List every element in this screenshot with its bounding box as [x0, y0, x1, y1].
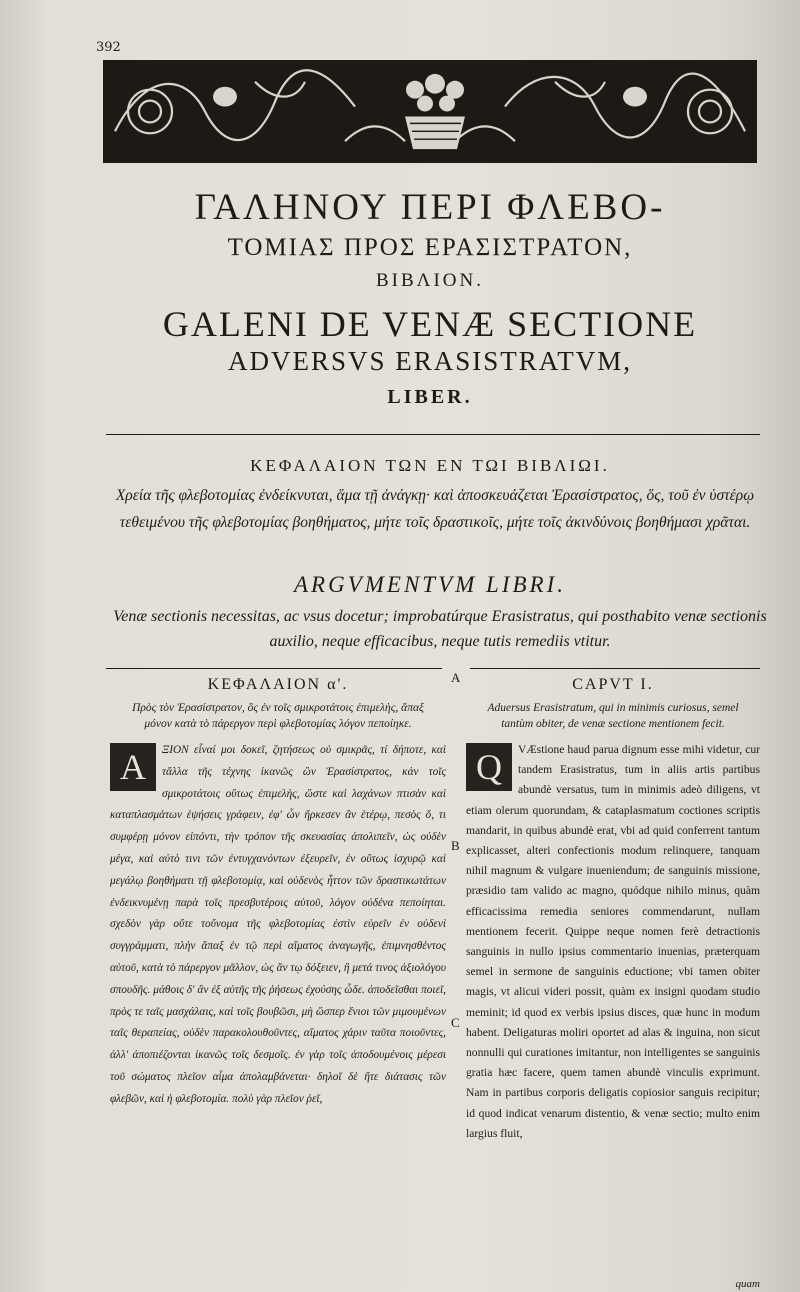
latin-body-text [466, 740, 760, 1144]
greek-body-paragraph: ΞΙΟΝ εἶναί μοι δοκεῖ, ζητήσεως οὐ σμικρᾶς, τί δήποτε, καὶ τἄλλα τῆς τέχνης ἱκανῶς ὢν Ἐρασίστρατος, κἀν τοῖς σμικροτάτοις οὕτως ἐπιμελὴς, ὥστε καὶ λαχάνων πτισὰν καὶ καταπλασμάτων ἑψήσεις γράφειν, ἐφ' ὧν ἤρκεσεν ἂν ἑτέρῳ, πεσὸς ὅ, τι συμφέρῃ μόνον εἰπόντι, τὴν τρόπον τῆς σκευασίας ἀπολιπεῖν, ὡς οὐδὲν μέγα, καὶ αὐτὸ τινι τῶν ἐντυγχανόντων ἐξευρεῖν, ἐν οὕτως ἰσχυρῷ καὶ μεγάλῳ βοηθήματι τῇ φλεβοτομίᾳ, καὶ οὐδενὸς ἧττον τῶν δραστικωτάτων ἐνδεικνυμένῃ παρὰ τοῖς πρεσβυτέροις αὐτοῦ, λόγον οὐδένα πεποίηται. σχεδὸν γὰρ οὔτε τοὔνομα τῆς φλεβοτομίας ἐστὶν εὑρεῖν ἐν οὐδενὶ συγγράμματι, πλὴν ἅπαξ ἐν τῷ περὶ αἵματος ἀναγωγῆς, ἐπιμνησθέντος αὐτοῦ, κατὰ τὸ πάρεργον μᾶλλον, ὡς ἄν τῳ δόξειεν, ἢ μετά τινος ἀξιολόγου σπουδῆς. μάθοις δ' ἂν ἐξ αὐτῆς τῆς ῥήσεως ἐχούσης ὧδε. ἀποδεῖσθαι ποιεῖ, πρὸς τε ταῖς μασχάλαις, καὶ τοῖς βουβῶσι, μὴ ὥσπερ ἔνιοι τῶν μιμουμένων ταῖς θεραπείας, οὐδὲν παρακολουθοῦντες, αἵματος χάριν ταῦτα ποιοῦντες, ἀλλ' ἀποπιέζονται ἱκανῶς τοῖς δεσμοῖς. ἐν γὰρ τοῖς ἀποδουμένοις μέρεσι τοῦ σώματος πλεῖον αἷμα ἀπολαμβάνεται· δηλοῖ δὲ ἥτε διάτασις τῶν φλεβῶν, καὶ ἡ φλεβοτομία. πολὺ γὰρ πλεῖον ῥεῖ, [110, 744, 446, 1105]
latin-title-line-3: LIBER. [387, 386, 473, 408]
latin-body-paragraph: VÆstione haud parua dignum esse mihi videtur, cur tandem Erasistratus, tum in aliis artis partibus abundè versatus, tum in minimis adeò diligens, vt etiam olerum quorundam, & cataplasmatum coctiones scriptis mandarit, in quibus abundè erat, vbi ad quid conferrent tantum explicasset, alteri confectionis modum relinquere, tanquam nihil magnum & vulgare inueniendum; de sanguinis missione, præsidio tam valido ac magno, quódque nihilo minus, quàm efficacissima remedia seniores commendarunt, nullam mentionem fecerit. Quippe neque nomen ferè detractionis sanguinis in nullo ipsius commentario inuenias, præterquam semel in sermone de sanguinis eductione; vbi tamen obiter magis, vt alicui videri possit, quàm ex insigni quodam studio meminit; id quod ex verbis ipsius disces, quæ hunc in modum habent. Deligaturas moliri oportet ad alas & inguina, non sicut nonnulli qui curationes imitantur, non intelligentes se sanguinis gratia hæc facere, quem tamen abundè vinculis exprimunt. Nam in partibus corporis deligatis copiosior sanguis recipitur; id quod indicat venarum distentio, & venæ sectio; multo enim largius fluit, [466, 743, 760, 1140]
latin-chapter-heading: CAPVT I. [572, 676, 654, 693]
margin-letter-c: C [451, 1015, 460, 1030]
greek-summary-heading: ΚΕΦΑΛΑΙΟΝ ΤΩΝ ΕΝ ΤΩΙ ΒΙΒΛΙΩΙ. [250, 456, 610, 475]
latin-title-line-2: ADVERSVS ERASISTRATVM, [227, 346, 633, 376]
greek-title-line-2: ΤΟΜΙΑΣ ΠΡΟΣ ΕΡΑΣΙΣΤΡΑΤΟΝ, [227, 234, 633, 261]
right-column-rule [470, 668, 760, 669]
greek-summary-text: Χρεία τῆς φλεβοτομίας ἐνδείκνυται, ἅμα τῇ ἀνάγκῃ· καὶ ἀποσκευάζεται Ἐρασίστρατος, ὅς, τοῦ ἐν ὑστέρῳ τεθειμένου τῆς φλεβοτομίας βοηθήματος, μήτε τοῖς δραστικοῖς, μήτε τοῖς ἀκινδύνοις βοηθήμασι χρᾶται. [115, 487, 755, 531]
latin-argument-text: Venæ sectionis necessitas, ac vsus docetur; improbatúrque Erasistratus, qui posthabito venæ sectionis auxilio, neque efficacibus, neque tutis remediis vtitur. [113, 608, 767, 650]
latin-dropcap: Q [466, 743, 512, 791]
margin-letter-b: B [451, 838, 460, 853]
left-column-rule [106, 668, 442, 669]
latin-column [466, 676, 760, 1144]
latin-chapter-summary: Aduersus Erasistratum, qui in minimis curiosus, semel tantùm obiter, de venæ sectione mentionem fecit. [487, 702, 739, 730]
page-number: 392 [96, 40, 121, 55]
greek-body-text [110, 740, 446, 1111]
woodcut-header-ornament [103, 60, 757, 163]
catchword: quam [735, 1278, 760, 1290]
greek-chapter-heading: ΚΕΦΑΛΑΙΟΝ α'. [207, 676, 349, 693]
greek-dropcap: A [110, 743, 156, 791]
greek-column [110, 676, 446, 1111]
ornament-drawing [105, 62, 755, 161]
latin-argument-heading: ARGVMENTVM LIBRI. [293, 572, 566, 597]
margin-letter-a: A [451, 670, 461, 685]
latin-title-line-1: GALENI DE VENÆ SECTIONE [162, 304, 698, 344]
title-rule [106, 434, 760, 435]
greek-title-line-3: ΒΙΒΛΙΟΝ. [376, 270, 484, 291]
greek-title-line-1: ΓΑΛΗΝΟΥ ΠΕΡΙ ΦΛΕΒΟ- [194, 187, 666, 228]
greek-chapter-summary: Πρὸς τὸν Ἐρασίστρατον, ὃς ἐν τοῖς σμικροτάτοις ἐπιμελὴς, ἅπαξ μόνον κατὰ τὸ πάρεργον περὶ φλεβοτομίας λόγον πεποίηκε. [132, 702, 424, 730]
